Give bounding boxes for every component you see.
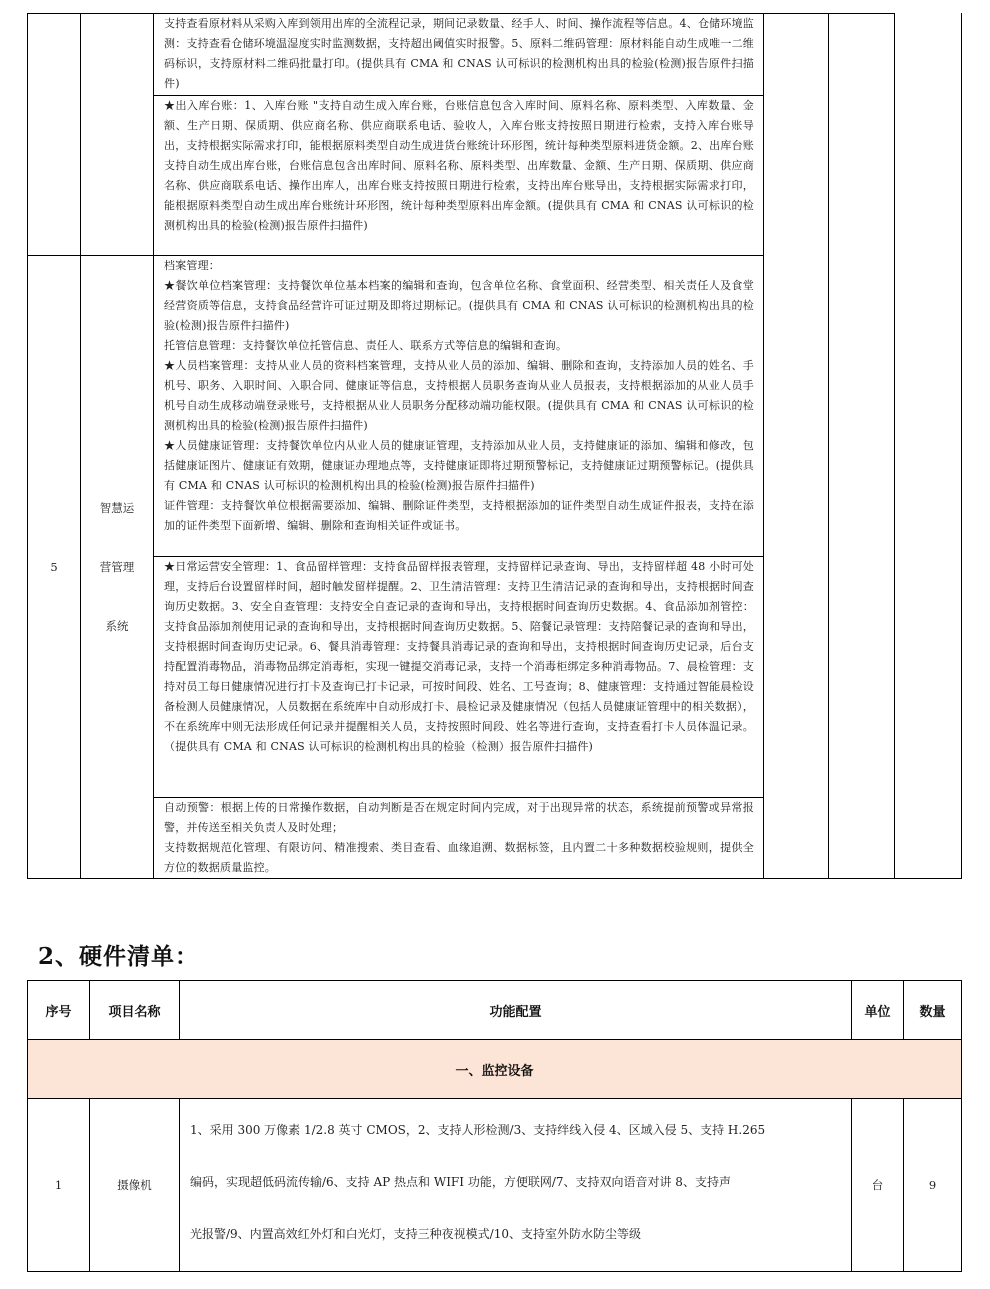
spec-paragraph: 证件管理：支持餐饮单位根据需要添加、编辑、删除证件类型，支持根据添加的证件类型自动生成证件报表，支持在添加的证件类型下面新增、编辑、删除和查询相关证件或证书。 [164,499,754,532]
col-border [763,13,764,878]
spec-paragraph: 支持查看原材料从采购入库到领用出库的全流程记录，期间记录数量、经手人、时间、操作流程等信息。4、仓储环境监测：支持查看仓储环境温湿度实时监测数据，支持超出阈值实时报警。5、原料二维码管理：原材料能自动生成唯一二维码标识，支持原材料二维码批量打印。(提供具有 CMA 和 CNAS 认可标识的检测机构出具的检验(检测)报告原件扫描件) [164,17,754,90]
row-number: 5 [50,560,58,574]
config-line: 光报警/9、内置高效红外灯和白光灯，支持三种夜视模式/10、支持室外防水防尘等级 [190,1227,641,1241]
spec-paragraph: ★日常运营安全管理：1、食品留样管理：支持食品留样报表管理，支持留样记录查询、导出，支持留样超 48 小时可处理，支持后台设置留样时间，超时触发留样提醒。2、卫生清洁管理：支持卫生清洁记录的查询和导出，支持根据时间查询历史数据。3、安全自查管理：支持安全自查记录的查询和导出，支持根据时间查询历史数据。4、食品添加剂管控：支持食品添加剂使用记录的查询和导出，支持根据时间查询历史数据。5、陪餐记录管理：支持陪餐记录的查询和导出，支持根据时间查询历史记录。6、餐具消毒管理：支持餐具消毒记录的查询和导出，支持根据时间查询历史记录，后台支持配置消毒物品，消毒物品绑定消毒柜，实现一键提交消毒记录，支持一个消毒柜绑定多种消毒物品。7、晨检管理：支持对员工每日健康情况进行打卡及查询已打卡记录，可按时间段、姓名、工号查询；8、健康管理：支持通过智能晨检设备检测人员健康情况，人员数据在系统库中自动形成打卡、晨检记录及健康情况（包括人员健康证管理中的相关数据），不在系统库中则无法形成任何记录并提醒相关人员，支持按照时间段、姓名等进行查询，支持查看打卡人员体温记录。（提供具有 CMA 和 CNAS 认可标识的检测机构出具的检验（检测）报告原件扫描件) [164,560,754,753]
col-border [828,13,829,878]
col-border [80,13,81,878]
spec-cell [164,798,754,877]
row-unit: 台 [871,1178,884,1192]
col-border [961,980,962,1271]
system-name-line: 智慧运 [99,501,135,515]
spec-cell [164,96,754,254]
config-line: 编码，实现超低码流传输/6、支持 AP 热点和 WIFI 功能，方便联网/7、支持双向语音对讲 8、支持声 [190,1175,731,1189]
spec-paragraph: 自动预警：根据上传的日常操作数据，自动判断是否在规定时间内完成，对于出现异常的状态，系统提前预警或异常报警，并传送至相关负责人及时处理； [164,801,754,834]
spec-paragraph: ★出入库台账：1、入库台账 "支持自动生成入库台账，台账信息包含入库时间、原料名称、原料类型、入库数量、金额、生产日期、保质期、供应商名称、供应商联系电话、验收人，入库台账支持按照日期进行检索，支持入库台账导出，支持根据实际需求打印，能根据原料类型自动生成进货台账统计环形图，统计每种类型原料进货金额。2、出库台账 支持自动生成出库台账，台账信息包含出库时间、原料名称、原料类型、出库数量、金额、生产日期、保质期、供应商名称、供应商联系电话、操作出库人，出库台账支持按照日期进行检索，支持出库台账导出，支持根据实际需求打印，能根据原料类型自动生成出库台账统计环形图，统计每种类型原料出库金额。(提供具有 CMA 和 CNAS 认可标识的检测机构出具的检验(检测)报告原件扫描件) [164,99,754,232]
spec-cell [164,256,754,555]
spec-paragraph: ★人员健康证管理：支持餐饮单位内从业人员的健康证管理，支持添加从业人员，支持健康证的添加、编辑和修改，包括健康证图片、健康证有效期，健康证办理地点等，支持健康证即将过期预警标记，支持健康证过期预警标记。(提供具有 CMA 和 CNAS 认可标识的检测机构出具的检验(检测)报告原件扫描件) [164,439,754,492]
config-line: 1、采用 300 万像素 1/2.8 英寸 CMOS，2、支持人形检测/3、支持绊线入侵 4、区域入侵 5、支持 H.265 [190,1123,766,1137]
row-qty: 9 [928,1178,937,1192]
spec-paragraph: 支持数据规范化管理、有限访问、精准搜索、类目查看、血缘追溯、数据标签，且内置二十多种数据校验规则，提供全方位的数据质量监控。 [164,841,754,874]
system-name-line: 营管理 [99,560,135,574]
header-qty: 数量 [919,1004,946,1020]
row-name: 摄像机 [117,1178,152,1192]
spec-paragraph: ★人员档案管理：支持从业人员的资料档案管理，支持从业人员的添加、编辑、删除和查询，支持添加人员的姓名、手机号、职务、入职时间、入职合同、健康证等信息，支持根据人员职务查询从业人员报表，支持根据添加的从业人员手机号自动生成移动端登录账号，支持根据从业人员职务分配移动端功能权限。(提供具有 CMA 和 CNAS 认可标识的检测机构出具的检验(检测)报告原件扫描件) [164,359,754,432]
col-border [961,13,962,878]
row-config [190,1104,845,1266]
col-border [153,13,154,878]
col-border [894,13,895,878]
system-name-line: 系统 [105,619,129,633]
spec-paragraph: 档案管理： [164,259,220,272]
row-no: 1 [54,1178,63,1192]
spec-cell [164,557,754,796]
spec-cell [164,14,754,94]
header-config: 功能配置 [489,1004,542,1020]
spec-paragraph: 托管信息管理：支持餐饮单位托管信息、责任人、联系方式等信息的编辑和查询。 [164,339,568,352]
header-name: 项目名称 [108,1004,161,1020]
section-title: 2、硬件清单： [38,943,200,970]
header-no: 序号 [45,1004,72,1020]
header-unit: 单位 [864,1004,891,1020]
col-border [179,1098,180,1271]
table-bottom-border [27,1271,962,1272]
table-bottom-border [27,878,962,879]
spec-paragraph: ★餐饮单位档案管理：支持餐饮单位基本档案的编辑和查询，包含单位名称、食堂面积、经营类型、相关责任人及食堂经营资质等信息，支持食品经营许可证过期及即将过期标记。(提供具有 CMA 和 CNAS 认可标识的检测机构出具的检验(检测)报告原件扫描件) [164,279,754,332]
group-label: 一、监控设备 [455,1063,534,1079]
